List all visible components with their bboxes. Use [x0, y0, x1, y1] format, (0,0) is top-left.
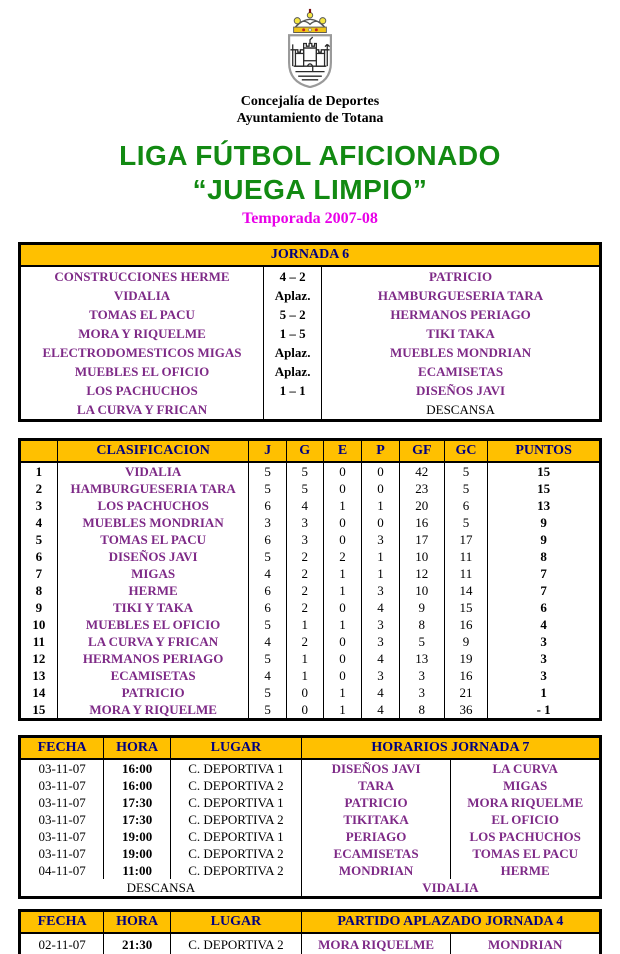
standings-row	[20, 684, 601, 701]
points-cell: 15	[488, 462, 601, 480]
stat-cell-j: 5	[249, 650, 286, 667]
schedule-row	[20, 933, 601, 954]
hora-header: HORA	[104, 911, 171, 934]
stat-cell-j: 6	[249, 497, 286, 514]
home-team-cell: PATRICIO	[301, 794, 451, 811]
col-header-g: G	[286, 440, 323, 463]
stat-cell-gf: 16	[399, 514, 444, 531]
team-cell: LA CURVA Y FRICAN	[57, 633, 249, 650]
stat-cell-gf: 8	[399, 701, 444, 720]
pos-cell: 6	[35, 548, 43, 564]
score-cell: 5 – 2	[264, 305, 322, 324]
stat-cell-j: 5	[249, 616, 286, 633]
away-team-cell: MONDRIAN	[451, 933, 601, 954]
away-team-cell: DESCANSA	[322, 400, 601, 421]
stat-cell-gf: 20	[399, 497, 444, 514]
hora-cell: 21:30	[104, 933, 171, 954]
descansa-row	[20, 879, 601, 898]
col-header-j: J	[249, 440, 286, 463]
stat-cell-g: 3	[286, 514, 323, 531]
page-title-line1: LIGA FÚTBOL AFICIONADO	[119, 140, 501, 171]
team-cell: HAMBURGUESERIA TARA	[57, 480, 249, 497]
stat-cell-gc: 5	[444, 480, 488, 497]
home-team-cell: TOMAS EL PACU	[89, 306, 195, 322]
stat-cell-gc: 16	[444, 667, 488, 684]
fecha-header: FECHA	[20, 911, 104, 934]
stat-cell-j: 4	[249, 667, 286, 684]
home-team-cell: DISEÑOS JAVI	[301, 759, 451, 777]
stat-cell-g: 0	[286, 701, 323, 720]
org-name-line1: Concejalía de Deportes	[240, 94, 380, 109]
points-cell: 7	[488, 565, 601, 582]
horarios-title-header: HORARIOS JORNADA 7	[301, 737, 600, 760]
stat-cell-j: 6	[249, 599, 286, 616]
match-row	[20, 343, 601, 362]
stat-cell-gc: 17	[444, 531, 488, 548]
pos-cell: 15	[32, 701, 46, 717]
standings-row	[20, 462, 601, 480]
score-cell	[264, 400, 322, 421]
descansa-label-cell: DESCANSA	[126, 879, 196, 895]
stat-cell-j: 6	[249, 531, 286, 548]
stat-cell-g: 5	[286, 480, 323, 497]
col-header-gc: GC	[444, 440, 488, 463]
points-cell: 13	[488, 497, 601, 514]
points-cell: 1	[488, 684, 601, 701]
stat-cell-e: 0	[323, 650, 361, 667]
stat-cell-p: 3	[362, 616, 400, 633]
stat-cell-e: 0	[323, 462, 361, 480]
stat-cell-gc: 19	[444, 650, 488, 667]
stat-cell-gf: 23	[399, 480, 444, 497]
standings-row	[20, 497, 601, 514]
stat-cell-gc: 6	[444, 497, 488, 514]
away-team-cell: LA CURVA	[451, 759, 601, 777]
page-title-line2: “JUEGA LIMPIO”	[192, 174, 428, 205]
stat-cell-j: 4	[249, 565, 286, 582]
stat-cell-gc: 14	[444, 582, 488, 599]
team-cell: TOMAS EL PACU	[57, 531, 249, 548]
pos-cell: 3	[35, 497, 43, 513]
points-cell: - 1	[488, 701, 601, 720]
stat-cell-gf: 13	[399, 650, 444, 667]
home-team-cell: ELECTRODOMESTICOS MIGAS	[42, 344, 242, 360]
hora-cell: 17:30	[104, 811, 171, 828]
descansa-team-cell: VIDALIA	[301, 879, 600, 898]
team-cell: DISEÑOS JAVI	[57, 548, 249, 565]
standings-row	[20, 514, 601, 531]
stat-cell-e: 1	[323, 701, 361, 720]
away-team-cell: HERME	[451, 862, 601, 879]
lugar-cell: C. DEPORTIVA 2	[171, 933, 302, 954]
stat-cell-gc: 15	[444, 599, 488, 616]
stat-cell-j: 6	[249, 582, 286, 599]
lugar-cell: C. DEPORTIVA 1	[171, 759, 302, 777]
schedule-row	[20, 759, 601, 777]
schedule-row	[20, 811, 601, 828]
stat-cell-p: 3	[362, 633, 400, 650]
score-cell: 4 – 2	[264, 266, 322, 286]
standings-row	[20, 531, 601, 548]
stat-cell-j: 5	[249, 701, 286, 720]
stat-cell-g: 1	[286, 650, 323, 667]
hora-cell: 16:00	[104, 777, 171, 794]
hora-cell: 19:00	[104, 845, 171, 862]
stat-cell-g: 3	[286, 531, 323, 548]
stat-cell-j: 5	[249, 462, 286, 480]
stat-cell-j: 5	[249, 548, 286, 565]
home-team-cell: PERIAGO	[301, 828, 451, 845]
stat-cell-gc: 11	[444, 548, 488, 565]
stat-cell-p: 1	[362, 548, 400, 565]
team-cell: MORA Y RIQUELME	[57, 701, 249, 720]
standings-row	[20, 633, 601, 650]
lugar-cell: C. DEPORTIVA 2	[171, 862, 302, 879]
stat-cell-gf: 8	[399, 616, 444, 633]
org-name-line2: Ayuntamiento de Totana	[236, 111, 384, 126]
stat-cell-g: 2	[286, 548, 323, 565]
stat-cell-p: 4	[362, 599, 400, 616]
stat-cell-j: 3	[249, 514, 286, 531]
clasificacion-table	[18, 438, 602, 721]
fecha-cell: 03-11-07	[38, 811, 86, 827]
stat-cell-e: 1	[323, 616, 361, 633]
pos-cell: 9	[35, 599, 43, 615]
stat-cell-p: 1	[362, 497, 400, 514]
schedule-row	[20, 777, 601, 794]
clasificacion-header: CLASIFICACION	[57, 440, 249, 463]
team-cell: LOS PACHUCHOS	[57, 497, 249, 514]
horarios-jornada7-table	[18, 735, 602, 899]
pos-cell: 14	[32, 684, 46, 700]
home-team-cell: LA CURVA Y FRICAN	[76, 401, 208, 417]
stat-cell-e: 1	[323, 565, 361, 582]
standings-row	[20, 480, 601, 497]
stat-cell-j: 4	[249, 633, 286, 650]
pos-cell: 1	[35, 463, 43, 479]
stat-cell-gc: 5	[444, 514, 488, 531]
pos-cell: 12	[32, 650, 46, 666]
pos-header	[20, 440, 58, 463]
team-cell: HERME	[57, 582, 249, 599]
stat-cell-e: 0	[323, 514, 361, 531]
pos-cell: 5	[35, 531, 43, 547]
stat-cell-j: 5	[249, 684, 286, 701]
fecha-cell: 03-11-07	[38, 845, 86, 861]
match-row	[20, 324, 601, 343]
stat-cell-gf: 10	[399, 548, 444, 565]
away-team-cell: TOMAS EL PACU	[451, 845, 601, 862]
stat-cell-e: 0	[323, 531, 361, 548]
pos-cell: 13	[32, 667, 46, 683]
stat-cell-p: 4	[362, 650, 400, 667]
stat-cell-p: 4	[362, 684, 400, 701]
match-row	[20, 381, 601, 400]
stat-cell-p: 0	[362, 514, 400, 531]
away-team-cell: HAMBURGUESERIA TARA	[322, 286, 601, 305]
hora-cell: 16:00	[104, 759, 171, 777]
team-cell: PATRICIO	[57, 684, 249, 701]
points-cell: 8	[488, 548, 601, 565]
match-row	[20, 305, 601, 324]
team-cell: MUEBLES MONDRIAN	[57, 514, 249, 531]
stat-cell-gf: 42	[399, 462, 444, 480]
stat-cell-e: 2	[323, 548, 361, 565]
home-team-cell: TARA	[301, 777, 451, 794]
standings-row	[20, 599, 601, 616]
stat-cell-p: 1	[362, 565, 400, 582]
away-team-cell: DISEÑOS JAVI	[322, 381, 601, 400]
hora-cell: 19:00	[104, 828, 171, 845]
lugar-header: LUGAR	[171, 737, 302, 760]
team-cell: TIKI Y TAKA	[57, 599, 249, 616]
points-cell: 3	[488, 650, 601, 667]
stat-cell-p: 3	[362, 531, 400, 548]
away-team-cell: EL OFICIO	[451, 811, 601, 828]
stat-cell-g: 2	[286, 582, 323, 599]
points-cell: 4	[488, 616, 601, 633]
hora-header: HORA	[104, 737, 171, 760]
fecha-cell: 02-11-07	[38, 937, 86, 952]
stat-cell-gc: 16	[444, 616, 488, 633]
stat-cell-p: 3	[362, 667, 400, 684]
away-team-cell: ECAMISETAS	[322, 362, 601, 381]
stat-cell-e: 0	[323, 480, 361, 497]
match-row	[20, 400, 601, 421]
fecha-cell: 04-11-07	[38, 862, 86, 878]
stat-cell-g: 2	[286, 633, 323, 650]
home-team-cell: MUEBLES EL OFICIO	[74, 363, 210, 379]
away-team-cell: MIGAS	[451, 777, 601, 794]
stat-cell-g: 2	[286, 565, 323, 582]
away-team-cell: MORA RIQUELME	[451, 794, 601, 811]
stat-cell-g: 5	[286, 462, 323, 480]
points-cell: 9	[488, 531, 601, 548]
fecha-cell: 03-11-07	[38, 777, 86, 793]
col-header-gf: GF	[399, 440, 444, 463]
partido-aplazado-table	[18, 909, 602, 954]
stat-cell-g: 1	[286, 616, 323, 633]
pos-cell: 8	[35, 582, 43, 598]
standings-row	[20, 667, 601, 684]
standings-row	[20, 650, 601, 667]
stat-cell-p: 3	[362, 582, 400, 599]
score-cell: Aplaz.	[264, 343, 322, 362]
home-team-cell: MORA Y RIQUELME	[78, 325, 206, 341]
pos-cell: 7	[35, 565, 43, 581]
fecha-cell: 03-11-07	[38, 760, 86, 776]
points-cell: 3	[488, 633, 601, 650]
fecha-cell: 03-11-07	[38, 828, 86, 844]
home-team-cell: VIDALIA	[113, 287, 171, 303]
stat-cell-p: 0	[362, 480, 400, 497]
score-cell: Aplaz.	[264, 286, 322, 305]
stat-cell-p: 0	[362, 462, 400, 480]
stat-cell-e: 1	[323, 684, 361, 701]
pos-cell: 4	[35, 514, 43, 530]
standings-row	[20, 616, 601, 633]
stat-cell-e: 0	[323, 633, 361, 650]
home-team-cell: TIKITAKA	[301, 811, 451, 828]
stat-cell-j: 5	[249, 480, 286, 497]
stat-cell-gf: 17	[399, 531, 444, 548]
stat-cell-gf: 12	[399, 565, 444, 582]
team-cell: MIGAS	[57, 565, 249, 582]
stat-cell-e: 1	[323, 497, 361, 514]
schedule-row	[20, 862, 601, 879]
match-row	[20, 362, 601, 381]
lugar-cell: C. DEPORTIVA 2	[171, 811, 302, 828]
standings-row	[20, 701, 601, 720]
home-team-cell: CONSTRUCCIONES HERME	[54, 268, 230, 284]
score-cell: 1 – 5	[264, 324, 322, 343]
stat-cell-gf: 5	[399, 633, 444, 650]
stat-cell-p: 4	[362, 701, 400, 720]
jornada6-table	[18, 242, 602, 422]
match-row	[20, 266, 601, 286]
stat-cell-g: 0	[286, 684, 323, 701]
stat-cell-e: 1	[323, 582, 361, 599]
pos-cell: 2	[35, 480, 43, 496]
stat-cell-e: 0	[323, 599, 361, 616]
standings-row	[20, 582, 601, 599]
points-cell: 6	[488, 599, 601, 616]
stat-cell-e: 0	[323, 667, 361, 684]
away-team-cell: MUEBLES MONDRIAN	[322, 343, 601, 362]
home-team-cell: LOS PACHUCHOS	[86, 382, 198, 398]
schedule-row	[20, 845, 601, 862]
stat-cell-g: 2	[286, 599, 323, 616]
stat-cell-gf: 9	[399, 599, 444, 616]
home-team-cell: MORA RIQUELME	[301, 933, 451, 954]
stat-cell-g: 4	[286, 497, 323, 514]
stat-cell-gc: 21	[444, 684, 488, 701]
points-cell: 15	[488, 480, 601, 497]
points-cell: 9	[488, 514, 601, 531]
schedule-row	[20, 828, 601, 845]
hora-cell: 17:30	[104, 794, 171, 811]
totana-coat-of-arms-icon	[270, 8, 350, 88]
stat-cell-g: 1	[286, 667, 323, 684]
stat-cell-gc: 36	[444, 701, 488, 720]
pos-cell: 11	[32, 633, 46, 649]
points-cell: 7	[488, 582, 601, 599]
jornada6-header: JORNADA 6	[20, 244, 601, 267]
away-team-cell: TIKI TAKA	[322, 324, 601, 343]
schedule-row	[20, 794, 601, 811]
standings-row	[20, 548, 601, 565]
stat-cell-gc: 9	[444, 633, 488, 650]
aplazado-title-header: PARTIDO APLAZADO JORNADA 4	[301, 911, 600, 934]
points-cell: 3	[488, 667, 601, 684]
standings-row	[20, 565, 601, 582]
pos-cell: 10	[32, 616, 46, 632]
stat-cell-gc: 5	[444, 462, 488, 480]
away-team-cell: PATRICIO	[322, 266, 601, 286]
home-team-cell: MONDRIAN	[301, 862, 451, 879]
lugar-cell: C. DEPORTIVA 1	[171, 794, 302, 811]
stat-cell-gf: 3	[399, 684, 444, 701]
col-header-puntos: PUNTOS	[488, 440, 601, 463]
lugar-header: LUGAR	[171, 911, 302, 934]
team-cell: ECAMISETAS	[57, 667, 249, 684]
col-header-e: E	[323, 440, 361, 463]
away-team-cell: HERMANOS PERIAGO	[322, 305, 601, 324]
lugar-cell: C. DEPORTIVA 1	[171, 828, 302, 845]
home-team-cell: ECAMISETAS	[301, 845, 451, 862]
stat-cell-gf: 3	[399, 667, 444, 684]
score-cell: Aplaz.	[264, 362, 322, 381]
score-cell: 1 – 1	[264, 381, 322, 400]
col-header-p: P	[362, 440, 400, 463]
fecha-header: FECHA	[20, 737, 104, 760]
season-label: Temporada 2007-08	[242, 210, 378, 227]
stat-cell-gf: 10	[399, 582, 444, 599]
away-team-cell: LOS PACHUCHOS	[451, 828, 601, 845]
team-cell: MUEBLES EL OFICIO	[57, 616, 249, 633]
lugar-cell: C. DEPORTIVA 2	[171, 845, 302, 862]
team-cell: HERMANOS PERIAGO	[57, 650, 249, 667]
fecha-cell: 03-11-07	[38, 794, 86, 810]
match-row	[20, 286, 601, 305]
team-cell: VIDALIA	[57, 462, 249, 480]
lugar-cell: C. DEPORTIVA 2	[171, 777, 302, 794]
stat-cell-gc: 11	[444, 565, 488, 582]
hora-cell: 11:00	[104, 862, 171, 879]
crest-container	[0, 0, 620, 93]
